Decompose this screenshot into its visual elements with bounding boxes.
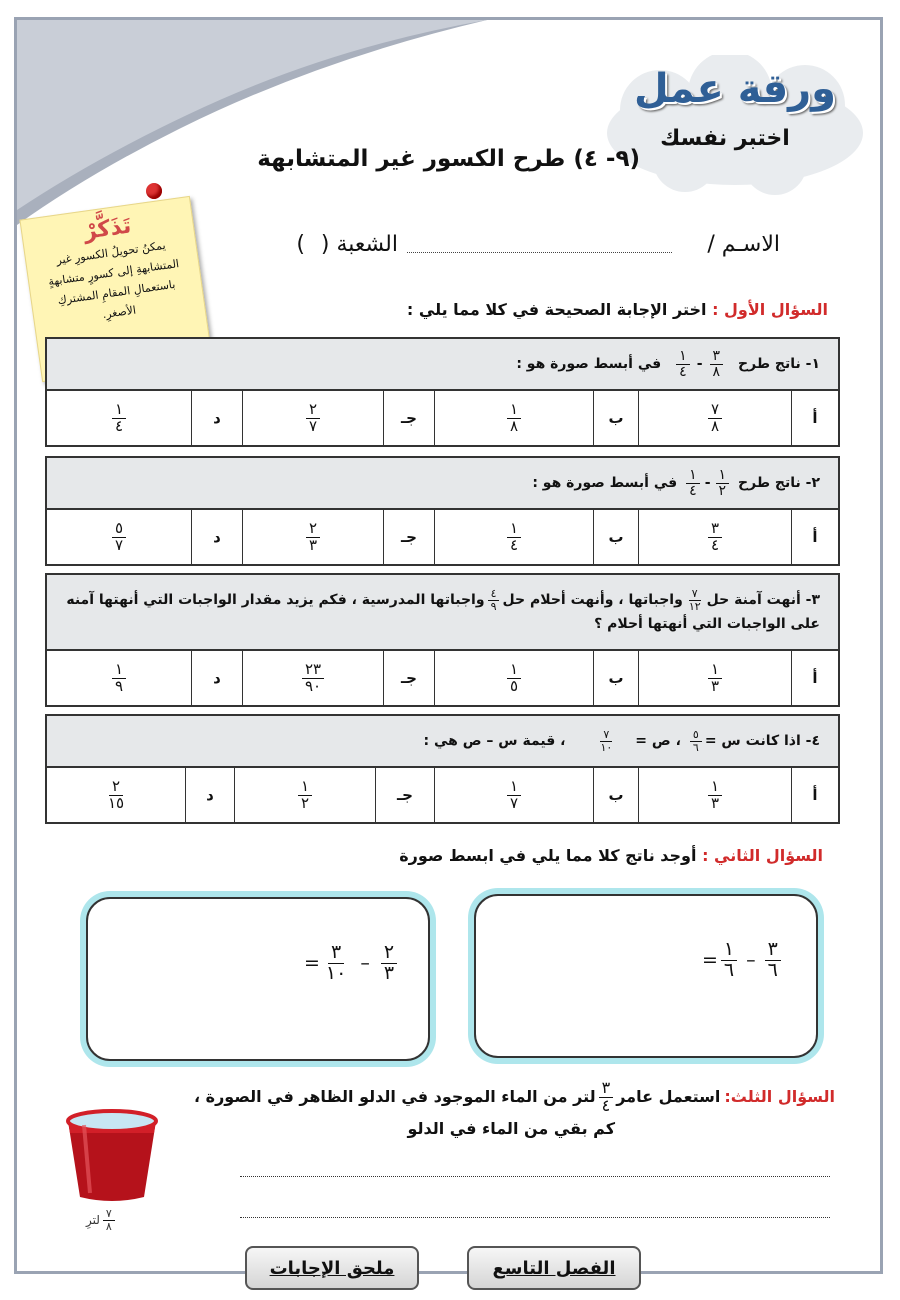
option-letter: ب bbox=[593, 768, 638, 822]
worksheet-badge-subtitle: اختبر نفسك bbox=[660, 126, 790, 151]
q3-label: السؤال الثلث: bbox=[724, 1087, 835, 1107]
option-letter: د bbox=[191, 651, 242, 705]
option-letter: جـ bbox=[383, 651, 434, 705]
section-label: الشعبة ( bbox=[320, 232, 398, 257]
option-a[interactable]: $\frac{١}{٣}$ bbox=[638, 651, 791, 705]
section-field[interactable]: ) bbox=[296, 232, 305, 257]
option-c[interactable]: $\frac{٢}{٣}$ bbox=[242, 510, 383, 564]
expression-1: = $\frac{١}{٦}$ – $\frac{٣}{٦}$ bbox=[702, 940, 784, 981]
expression-2: = $\frac{٣}{١٠}$ – $\frac{٢}{٣}$ bbox=[304, 943, 400, 984]
option-d[interactable]: $\frac{٢}{١٥}$ bbox=[107, 776, 125, 812]
answer-box-1[interactable] bbox=[474, 894, 818, 1058]
question-4-options bbox=[47, 768, 838, 822]
option-b[interactable]: $\frac{١}{٨}$ bbox=[434, 391, 593, 445]
question-1 bbox=[45, 337, 840, 447]
option-letter: جـ bbox=[383, 391, 434, 445]
option-letter: ب bbox=[593, 651, 638, 705]
q2-heading bbox=[399, 846, 823, 865]
q3-text: السؤال الثلث: استعمل عامر $\frac{٣}{٤}$ لتر من الماء الموجود في الدلو الظاهر في الصورة ، كم بقي من الماء في الدلو bbox=[193, 1078, 835, 1138]
option-d[interactable]: $\frac{١}{٤}$ bbox=[47, 391, 191, 445]
reminder-note-body: يمكنُ تحويلُ الكسورِ غير المتشابهةِ إلى كسورٍ متشابهةٍ باستعمالِ المقامِ المشتركِ الأصغرِ. bbox=[47, 238, 180, 322]
worksheet-badge-title: ورقة عمل bbox=[633, 66, 837, 112]
answer-box-2[interactable] bbox=[86, 897, 430, 1061]
option-b[interactable]: $\frac{١}{٥}$ bbox=[434, 651, 593, 705]
option-letter: د bbox=[191, 510, 242, 564]
lesson-title: (٩- ٤) طرح الكسور غير المتشابهة bbox=[257, 146, 640, 172]
student-info-row bbox=[200, 232, 780, 262]
option-c[interactable]: $\frac{٢٣}{٩٠}$ bbox=[242, 651, 383, 705]
q2-instruction: أوجد ناتج كلا مما يلي في ابسط صورة bbox=[399, 846, 697, 865]
option-b[interactable]: $\frac{١}{٤}$ bbox=[434, 510, 593, 564]
option-c[interactable]: $\frac{٢}{٧}$ bbox=[242, 391, 383, 445]
question-2-options bbox=[47, 510, 838, 564]
pushpin-icon bbox=[146, 183, 162, 199]
question-1-options bbox=[47, 391, 838, 445]
question-2-text: ٢- ناتج طرح $\frac{١}{٢}$ - $\frac{١}{٤}$ في أبسط صورة هو : bbox=[47, 458, 838, 510]
option-letter: ب bbox=[593, 391, 638, 445]
question-4-text: ٤- اذا كانت س = $\frac{٥}{٦}$ ، ص = $\frac{٧}{١٠}$ ، قيمة س – ص هي : bbox=[47, 716, 838, 768]
question-3-text: ٣- أنهت آمنة حل $\frac{٧}{١٢}$ واجباتها ، وأنهت أحلام حل $\frac{٤}{٩}$ واجباتها المدرسية ، فكم يزيد مقدار الواجبات التي أنهتها آمنه على الواجبات التي أنهتها أحلام ؟ bbox=[47, 575, 838, 651]
q1-label: السؤال الأول : bbox=[712, 300, 828, 319]
q1-heading bbox=[407, 300, 828, 319]
option-letter: د bbox=[191, 391, 242, 445]
bucket-label: $\frac{٧}{٨}$ لترِ bbox=[86, 1208, 118, 1232]
q1-instruction: اختر الإجابة الصحيحة في كلا مما يلي : bbox=[406, 300, 707, 319]
bucket-icon bbox=[62, 1105, 162, 1205]
q2-label: السؤال الثاني : bbox=[702, 846, 823, 865]
name-field[interactable] bbox=[407, 252, 672, 253]
option-a[interactable]: $\frac{٧}{٨}$ bbox=[638, 391, 791, 445]
name-label: الاسـم / bbox=[707, 232, 780, 257]
option-b[interactable]: $\frac{١}{٧}$ bbox=[434, 768, 593, 822]
option-a[interactable]: $\frac{٣}{٤}$ bbox=[638, 510, 791, 564]
question-1-text: ١- ناتج طرح $\frac{٣}{٨}$ - $\frac{١}{٤}$ في أبسط صورة هو : bbox=[47, 339, 838, 391]
question-3 bbox=[45, 573, 840, 707]
option-letter: د bbox=[185, 768, 234, 822]
option-letter: جـ bbox=[375, 768, 434, 822]
option-letter: ب bbox=[593, 510, 638, 564]
option-d[interactable]: $\frac{١}{٩}$ bbox=[47, 651, 191, 705]
answers-appendix-button[interactable]: ملحق الإجابات bbox=[245, 1246, 419, 1290]
corner-decoration bbox=[17, 20, 497, 230]
question-4 bbox=[45, 714, 840, 824]
option-a[interactable]: $\frac{١}{٣}$ bbox=[638, 768, 791, 822]
question-3-options bbox=[47, 651, 838, 705]
answer-line-2[interactable] bbox=[240, 1217, 830, 1218]
answer-line-1[interactable] bbox=[240, 1176, 830, 1177]
option-c[interactable]: $\frac{١}{٢}$ bbox=[234, 768, 375, 822]
option-letter: أ bbox=[791, 651, 838, 705]
chapter-nine-button[interactable]: الفصل التاسع bbox=[467, 1246, 641, 1290]
option-letter: أ bbox=[791, 768, 838, 822]
option-letter: أ bbox=[791, 391, 838, 445]
option-letter: جـ bbox=[383, 510, 434, 564]
option-letter: أ bbox=[791, 510, 838, 564]
option-d[interactable]: $\frac{٥}{٧}$ bbox=[47, 510, 191, 564]
reminder-note-title: تَذَكَّرْ bbox=[82, 213, 133, 245]
question-2 bbox=[45, 456, 840, 566]
